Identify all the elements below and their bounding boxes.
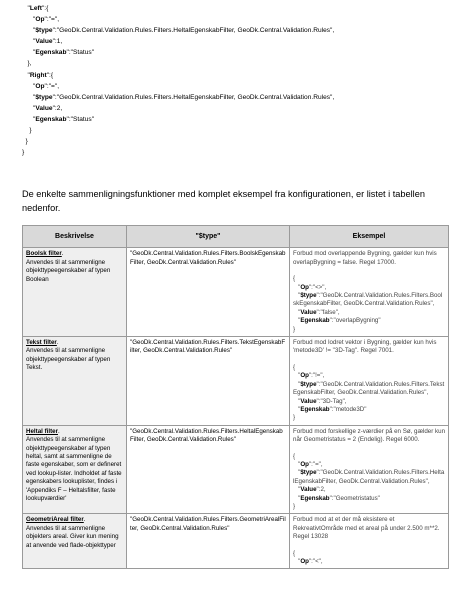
- example-code-line: }: [293, 414, 296, 422]
- example-code: [293, 453, 445, 512]
- example-code-line: "Op":"=",: [293, 460, 323, 468]
- header-example: Eksempel: [290, 226, 449, 248]
- example-code-line: "Value":"3D-Tag",: [293, 397, 347, 405]
- code-line: "$type":"GeoDk.Central.Validation.Rules.Filters.HeltalEgenskabFilter, GeoDk.Central.Validation.Rules",: [22, 27, 335, 35]
- filter-description-cell: Boolsk filter. Anvendes til at sammenligne objekttypeegenskaber af typen Boolean: [23, 248, 127, 337]
- code-line: "Op":"=",: [22, 16, 60, 24]
- table-row: [23, 514, 449, 569]
- filter-name: GeometriAreal filter: [26, 516, 84, 524]
- example-code-line: "$type":"GeoDk.Central.Validation.Rules.Filters.TekstEgenskabFilter, GeoDk.Central.Validation.Rules",: [293, 380, 445, 397]
- filter-name: Tekst filter: [26, 339, 57, 347]
- example-code-line: "Op":"<",: [293, 558, 323, 565]
- code-line: "Egenskab":"Status": [22, 115, 95, 123]
- filter-example-cell: [290, 248, 449, 337]
- filter-description: Anvendes til at sammenligne objekttypeegenskaber af typen Tekst.: [26, 347, 111, 372]
- code-line: "$type":"GeoDk.Central.Validation.Rules.Filters.HeltalEgenskabFilter, GeoDk.Central.Validation.Rules",: [22, 93, 335, 101]
- filter-description: Anvendes til at sammenligne objekttypeegenskaber af typen Boolean: [26, 258, 111, 283]
- example-code-line: "Egenskab":"overlapBygning": [293, 317, 381, 325]
- table-row: [23, 337, 449, 426]
- example-description: Forbud mod at et der må eksistere et RekreativtOmråde med et areal på under 2.500 m**2. Regel 13028: [293, 516, 440, 541]
- code-line: "Left":{: [22, 5, 49, 12]
- code-line: "Value":1,: [22, 38, 63, 46]
- intro-paragraph: De enkelte sammenligningsfunktioner med komplet eksempel fra konfigurationen, er listet i tabellen nedenfor.: [22, 189, 425, 213]
- example-description: Forbud mod lodret vektor i Bygning, gælder kun hvis 'metode3D' != "3D-Tag". Regel 7001.: [293, 339, 437, 355]
- code-line: }: [22, 149, 25, 157]
- filter-example-cell: [290, 337, 449, 426]
- filter-description: Anvendes til at sammenligne objekters areal. Giver kun mening at anvende ved flade-objekttyper: [26, 524, 119, 549]
- header-description: Beskrivelse: [23, 226, 127, 248]
- example-code-line: "Op":"<>",: [293, 283, 327, 291]
- code-line: }: [22, 127, 32, 135]
- filter-name: Boolsk filter: [26, 250, 62, 258]
- example-code-line: }: [293, 502, 296, 510]
- example-code-line: "Egenskab":"Geometristatus": [293, 494, 380, 502]
- code-block: [22, 3, 334, 158]
- filter-type-cell: "GeoDk.Central.Validation.Rules.Filters.HeltalEgenskabFilter, GeoDk.Central.Validation.Rules": [127, 425, 290, 514]
- table-header-row: [23, 226, 449, 248]
- filter-description-cell: Tekst filter. Anvendes til at sammenligne objekttypeegenskaber af typen Tekst.: [23, 337, 127, 426]
- example-code: [293, 550, 445, 567]
- example-code: [293, 275, 445, 334]
- table-row: [23, 425, 449, 514]
- example-code-line: "$type":"GeoDk.Central.Validation.Rules.Filters.HeltalEgenskabFilter, GeoDk.Central.Validation.Rules",: [293, 469, 445, 485]
- code-line: "Value":2,: [22, 104, 63, 112]
- code-line: "Egenskab":"Status": [22, 49, 95, 57]
- code-line: },: [22, 60, 32, 68]
- filter-description-cell: GeometriAreal filter. Anvendes til at sammenligne objekters areal. Giver kun mening at anvende ved flade-objekttyper: [23, 514, 127, 569]
- example-code-line: "$type":"GeoDk.Central.Validation.Rules.Filters.BoolskEgenskabFilter, GeoDk.Central.Validation.Rules",: [293, 292, 443, 308]
- code-line: "Right":{: [22, 71, 54, 79]
- filter-type-cell: "GeoDk.Central.Validation.Rules.Filters.GeometriArealFilter, GeoDk.Central.Validation.Rules": [127, 514, 290, 569]
- example-code-line: {: [293, 452, 296, 460]
- filter-name: Heltal filter: [26, 427, 58, 435]
- filter-type-cell: "GeoDk.Central.Validation.Rules.Filters.BoolskEgenskabFilter, GeoDk.Central.Validation.Rules": [127, 248, 290, 337]
- example-code-line: {: [293, 275, 296, 283]
- code-line: "Op":"=",: [22, 82, 60, 90]
- example-code-line: "Value":2,: [293, 486, 326, 494]
- filter-description: Anvendes til at sammenligne objekttypeegenskaber af typen heltal, samt at sammenligne de faste egenskaber, som er defineret ved lookup-lister. Indholdet af faste egenskabers lookuplister, findes i 'Appendiks F – Heltalsfilter, faste lookupværdier': [26, 436, 122, 502]
- filter-type-cell: "GeoDk.Central.Validation.Rules.Filters.TekstEgenskabFilter, GeoDk.Central.Validation.Rules": [127, 337, 290, 426]
- table-row: [23, 248, 449, 337]
- example-code-line: "Value":"false",: [293, 308, 340, 316]
- example-code: [293, 364, 445, 423]
- example-code-line: {: [293, 363, 296, 371]
- example-code-line: {: [293, 549, 296, 557]
- example-description: Forbud mod overlappende Bygning, gælder kun hvis overlapBygning = false. Regel 17000.: [293, 250, 437, 266]
- example-description: Forbud mod forskellige z-værdier på en Sø, gælder kun når Geometristatus = 2 (Endelig). Regel 6000.: [293, 427, 446, 444]
- filter-description-cell: Heltal filter. Anvendes til at sammenligne objekttypeegenskaber af typen heltal, samt at sammenligne de faste egenskaber, som er defineret ved lookup-lister. Indholdet af faste egenskabers lookuplister, findes i 'Appendiks F – Heltalsfilter, faste lookupværdier': [23, 425, 127, 514]
- code-line: }: [22, 138, 28, 146]
- example-code-line: "Egenskab":"metode3D": [293, 405, 367, 413]
- comparison-table: [22, 225, 449, 569]
- filter-example-cell: [290, 514, 449, 569]
- example-code-line: "Op":"!=",: [293, 372, 325, 380]
- filter-example-cell: [290, 425, 449, 514]
- header-type: "$type": [127, 226, 290, 248]
- example-code-line: }: [293, 325, 296, 333]
